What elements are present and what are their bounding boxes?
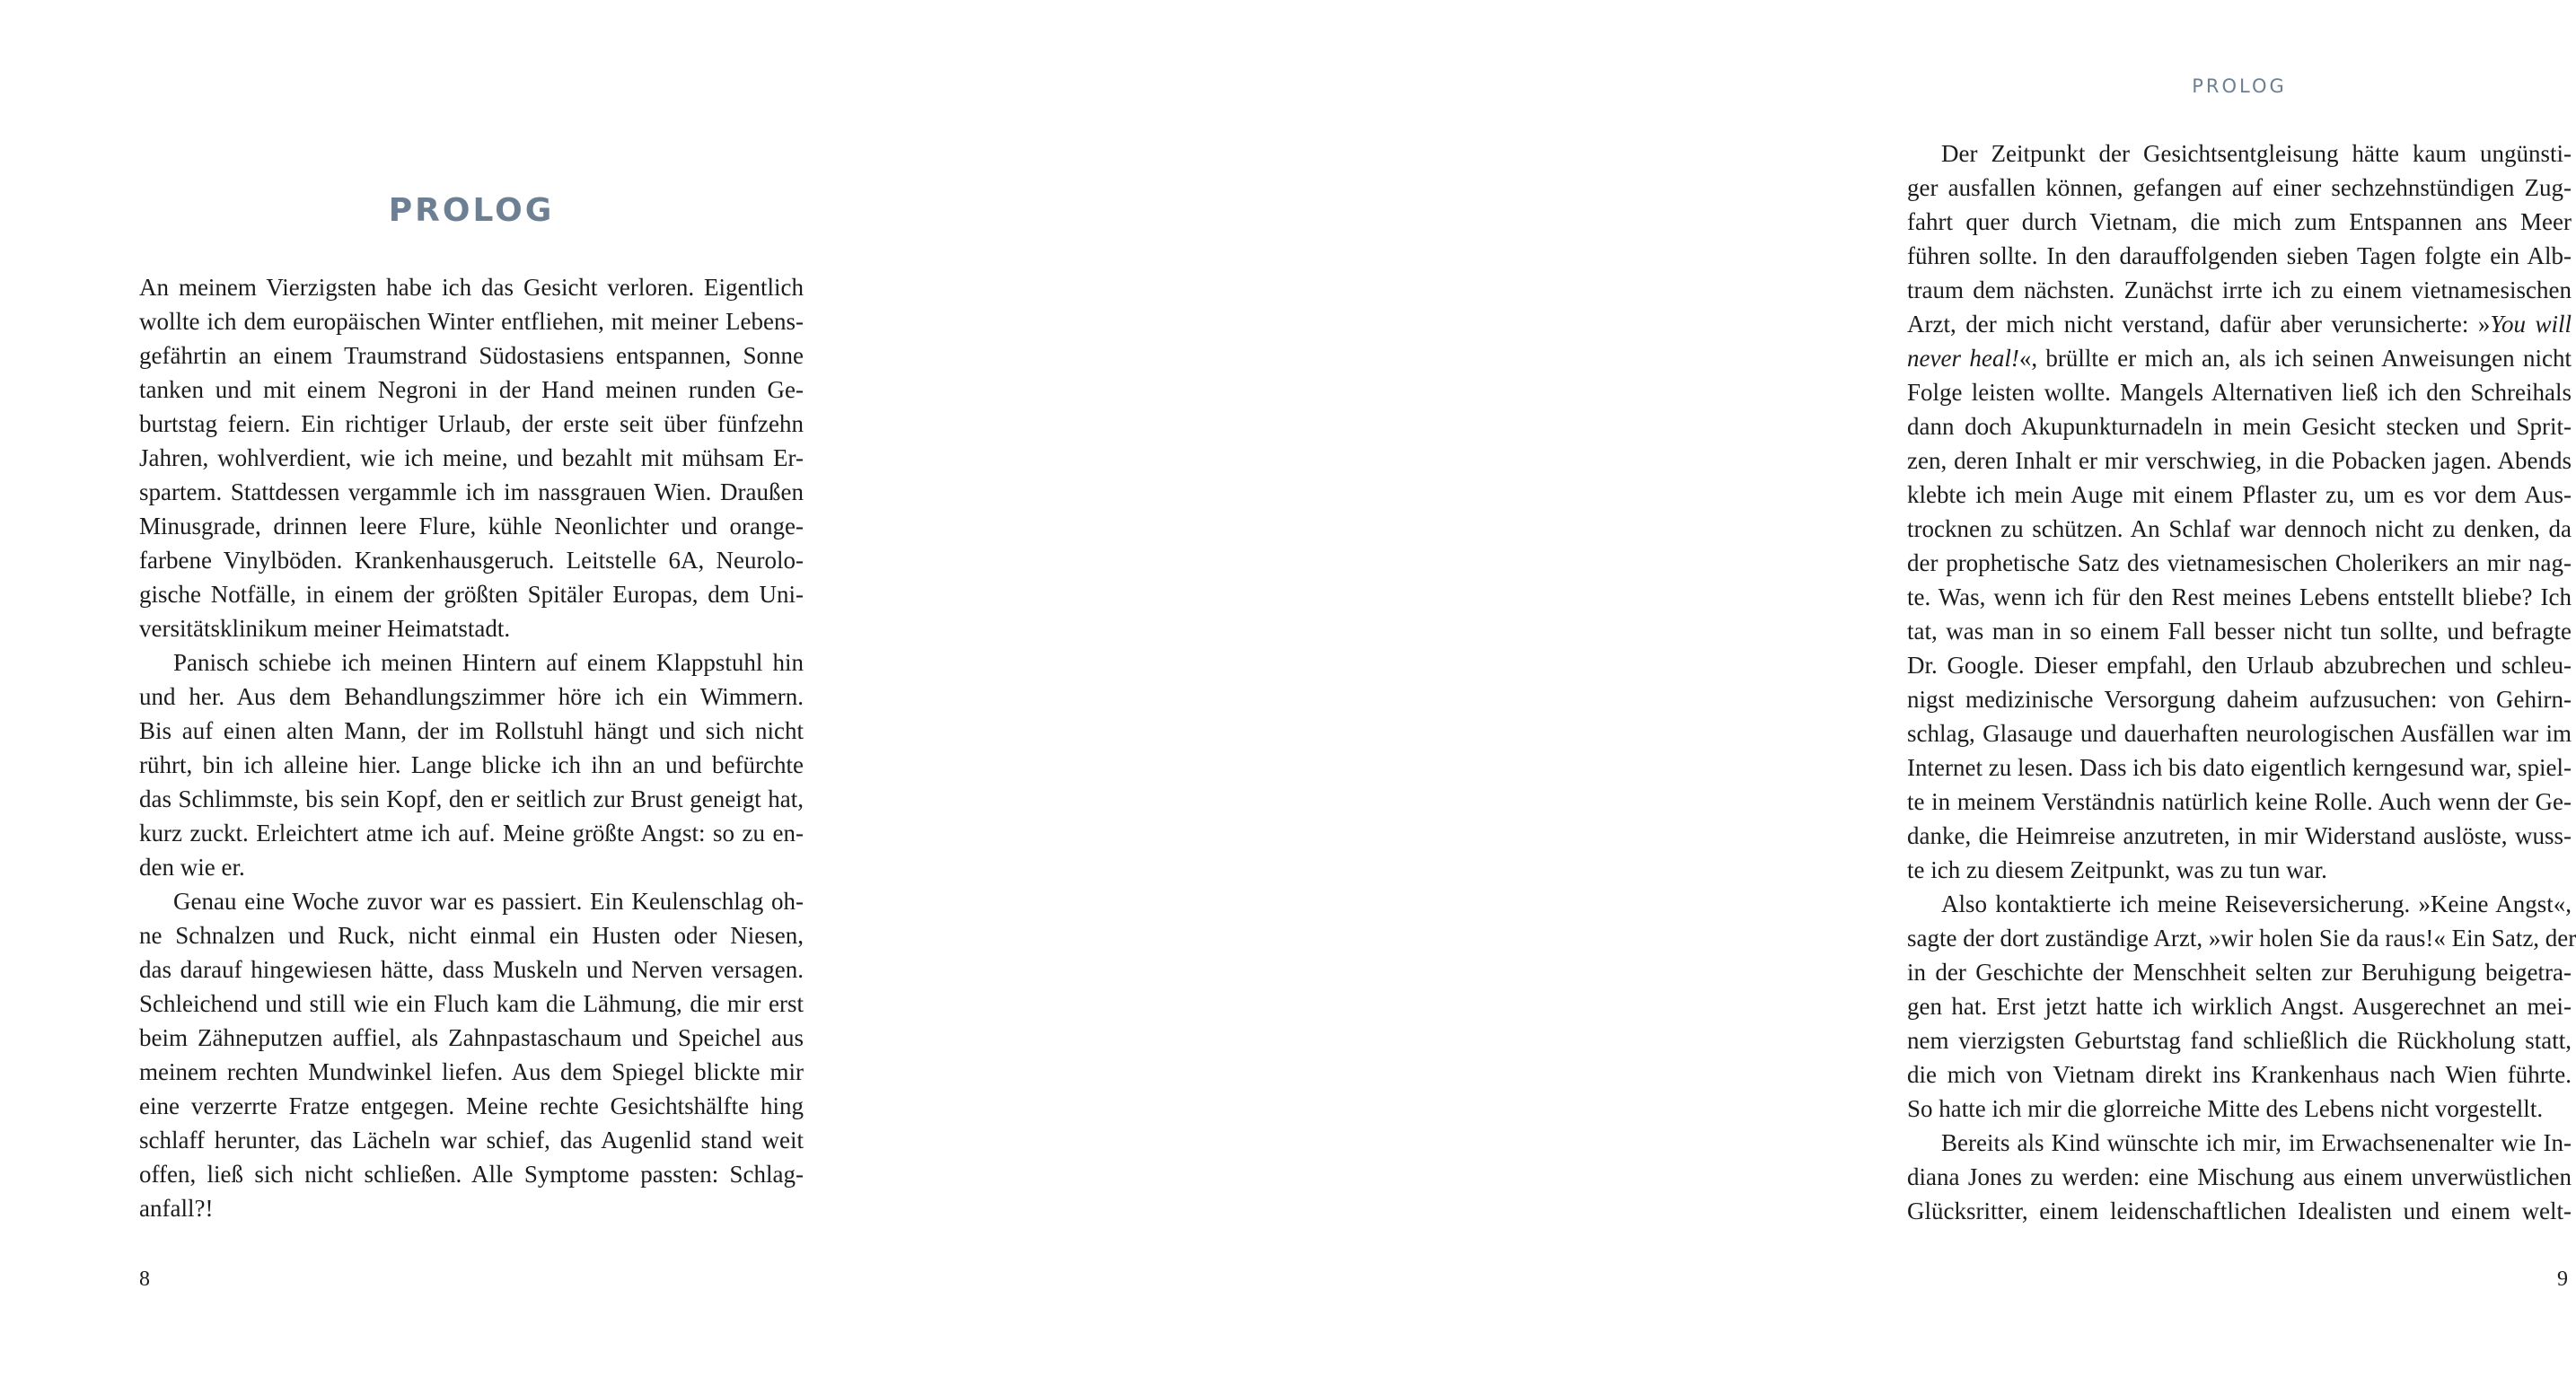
left-page bbox=[0, 0, 898, 1386]
text-line: traum dem nächsten. Zunächst irrte ich zu einem vietnamesischen bbox=[1907, 276, 2572, 303]
text-line bbox=[1907, 307, 2572, 341]
text-line: danke, die Heimreise anzutreten, in mir Widerstand auslöste, wuss- bbox=[1907, 822, 2572, 849]
text-line: offen, ließ sich nicht schließen. Alle Symptome passten: Schlag- bbox=[139, 1161, 804, 1188]
text-line: anfall?! bbox=[139, 1195, 214, 1222]
chapter-title: PROLOG bbox=[388, 192, 555, 229]
text-line: trocknen zu schützen. An Schlaf war dennoch nicht zu denken, da bbox=[1907, 515, 2572, 542]
text-line: führen sollte. In den darauffolgenden sieben Tagen folgte ein Alb- bbox=[1907, 242, 2572, 269]
text-line: versitätsklinikum meiner Heimatstadt. bbox=[139, 615, 511, 642]
text-line: tat, was man in so einem Fall besser nicht tun sollte, und befragte bbox=[1907, 618, 2572, 645]
text-line: Glücksritter, einem leidenschaftlichen Idealisten und einem welt- bbox=[1907, 1197, 2572, 1224]
italic-quote: never heal! bbox=[1907, 345, 2019, 372]
text-line: den wie er. bbox=[139, 854, 245, 881]
text-line: wollte ich dem europäischen Winter entfliehen, mit meiner Lebens- bbox=[139, 308, 804, 335]
text-line: gefährtin an einem Traumstrand Südostasiens entspannen, Sonne bbox=[139, 342, 804, 369]
text-line: in der Geschichte der Menschheit selten zur Beruhigung beigetra- bbox=[1907, 959, 2572, 986]
page-number: 8 bbox=[139, 1268, 150, 1291]
text-line: burtstag feiern. Ein richtiger Urlaub, der erste seit über fünfzehn bbox=[139, 410, 804, 437]
text-line: te in meinem Verständnis natürlich keine Rolle. Auch wenn der Ge- bbox=[1907, 788, 2572, 815]
text-line: fahrt quer durch Vietnam, die mich zum Entspannen ans Meer bbox=[1907, 208, 2572, 235]
text-segment: «, brüllte er mich an, als ich seinen Anweisungen nicht bbox=[2018, 345, 2572, 372]
text-line: meinem rechten Mundwinkel liefen. Aus dem Spiegel blickte mir bbox=[139, 1058, 804, 1085]
text-line bbox=[1907, 341, 2572, 375]
text-line: farbene Vinylböden. Krankenhausgeruch. Leitstelle 6A, Neurolo- bbox=[139, 547, 804, 574]
text-line: Also kontaktierte ich meine Reiseversicherung. »Keine Angst«, bbox=[1941, 890, 2572, 917]
right-page bbox=[898, 0, 2576, 1386]
text-line: eine verzerrte Fratze entgegen. Meine rechte Gesichtshälfte hing bbox=[139, 1092, 804, 1119]
text-line: nigst medizinische Versorgung daheim aufzusuchen: von Gehirn- bbox=[1907, 686, 2572, 713]
text-line: So hatte ich mir die glorreiche Mitte des Lebens nicht vorgestellt. bbox=[1907, 1095, 2544, 1122]
text-line: nem vierzigsten Geburtstag fand schließlich die Rückholung statt, bbox=[1907, 1027, 2572, 1054]
text-line: Internet zu lesen. Dass ich bis dato eigentlich kerngesund war, spiel- bbox=[1907, 754, 2572, 781]
text-line: diana Jones zu werden: eine Mischung aus einem unverwüstlichen bbox=[1907, 1163, 2572, 1190]
text-line: schlag, Glasauge und dauerhaften neurologischen Ausfällen war im bbox=[1907, 720, 2572, 747]
text-line: Bereits als Kind wünschte ich mir, im Erwachsenenalter wie In- bbox=[1941, 1129, 2572, 1156]
text-line: zen, deren Inhalt er mir verschwieg, in die Pobacken jagen. Abends bbox=[1907, 447, 2572, 474]
text-line: die mich von Vietnam direkt ins Krankenhaus nach Wien führte. bbox=[1907, 1061, 2572, 1088]
text-line: ger ausfallen können, gefangen auf einer sechzehnstündigen Zug- bbox=[1907, 174, 2572, 201]
text-line: gen hat. Erst jetzt hatte ich wirklich Angst. Ausgerechnet an mei- bbox=[1907, 993, 2572, 1020]
text-line: An meinem Vierzigsten habe ich das Gesicht verloren. Eigentlich bbox=[139, 274, 804, 301]
text-line: das Schlimmste, bis sein Kopf, den er seitlich zur Brust geneigt hat, bbox=[139, 785, 804, 812]
page-number: 9 bbox=[2557, 1268, 2568, 1291]
text-line: Minusgrade, drinnen leere Flure, kühle Neonlichter und orange- bbox=[139, 513, 804, 539]
text-line: kurz zuckt. Erleichtert atme ich auf. Meine größte Angst: so zu en- bbox=[139, 820, 804, 847]
italic-quote: You will bbox=[2490, 311, 2572, 338]
text-line: sagte der dort zuständige Arzt, »wir holen Sie da raus!« Ein Satz, der bbox=[1907, 925, 2576, 952]
text-line: Genau eine Woche zuvor war es passiert. Ein Keulenschlag oh- bbox=[173, 888, 804, 915]
text-line: Panisch schiebe ich meinen Hintern auf einem Klappstuhl hin bbox=[173, 649, 804, 676]
text-line: te. Was, wenn ich für den Rest meines Lebens entstellt bliebe? Ich bbox=[1907, 583, 2572, 610]
text-line: tanken und mit einem Negroni in der Hand meinen runden Ge- bbox=[139, 376, 804, 403]
text-line: und her. Aus dem Behandlungszimmer höre ich ein Wimmern. bbox=[139, 683, 804, 710]
text-segment: Arzt, der mich nicht verstand, dafür aber verunsicherte: » bbox=[1907, 311, 2491, 338]
text-line: dann doch Akupunkturnadeln in mein Gesicht stecken und Sprit- bbox=[1907, 413, 2572, 440]
running-head: PROLOG bbox=[2192, 75, 2287, 97]
text-line: der prophetische Satz des vietnamesischen Cholerikers an mir nag- bbox=[1907, 549, 2572, 576]
text-line: rührt, bin ich alleine hier. Lange blicke ich ihn an und befürchte bbox=[139, 751, 804, 778]
text-line: Jahren, wohlverdient, wie ich meine, und bezahlt mit mühsam Er- bbox=[139, 444, 804, 471]
text-line: gische Notfälle, in einem der größten Spitäler Europas, dem Uni- bbox=[139, 581, 804, 608]
text-line: das darauf hingewiesen hätte, dass Muskeln und Nerven versagen. bbox=[139, 956, 804, 983]
text-line: Folge leisten wollte. Mangels Alternativen ließ ich den Schreihals bbox=[1907, 379, 2572, 406]
text-line: schlaff herunter, das Lächeln war schief, das Augenlid stand weit bbox=[139, 1127, 804, 1154]
text-line: klebte ich mein Auge mit einem Pflaster zu, um es vor dem Aus- bbox=[1907, 481, 2572, 508]
text-line: spartem. Stattdessen vergammle ich im nassgrauen Wien. Draußen bbox=[139, 478, 804, 505]
text-line: Bis auf einen alten Mann, der im Rollstuhl hängt und sich nicht bbox=[139, 717, 804, 744]
text-line: beim Zähneputzen auffiel, als Zahnpastaschaum und Speichel aus bbox=[139, 1024, 804, 1051]
left-page-body bbox=[139, 270, 804, 1225]
text-line: Schleichend und still wie ein Fluch kam die Lähmung, die mir erst bbox=[139, 990, 804, 1017]
text-line: ne Schnalzen und Ruck, nicht einmal ein Husten oder Niesen, bbox=[139, 922, 804, 949]
text-line: te ich zu diesem Zeitpunkt, was zu tun war. bbox=[1907, 856, 2327, 883]
text-line: Dr. Google. Dieser empfahl, den Urlaub abzubrechen und schleu- bbox=[1907, 652, 2572, 679]
text-line: Der Zeitpunkt der Gesichtsentgleisung hätte kaum ungünsti- bbox=[1941, 140, 2572, 167]
right-page-body bbox=[1907, 136, 2576, 1228]
